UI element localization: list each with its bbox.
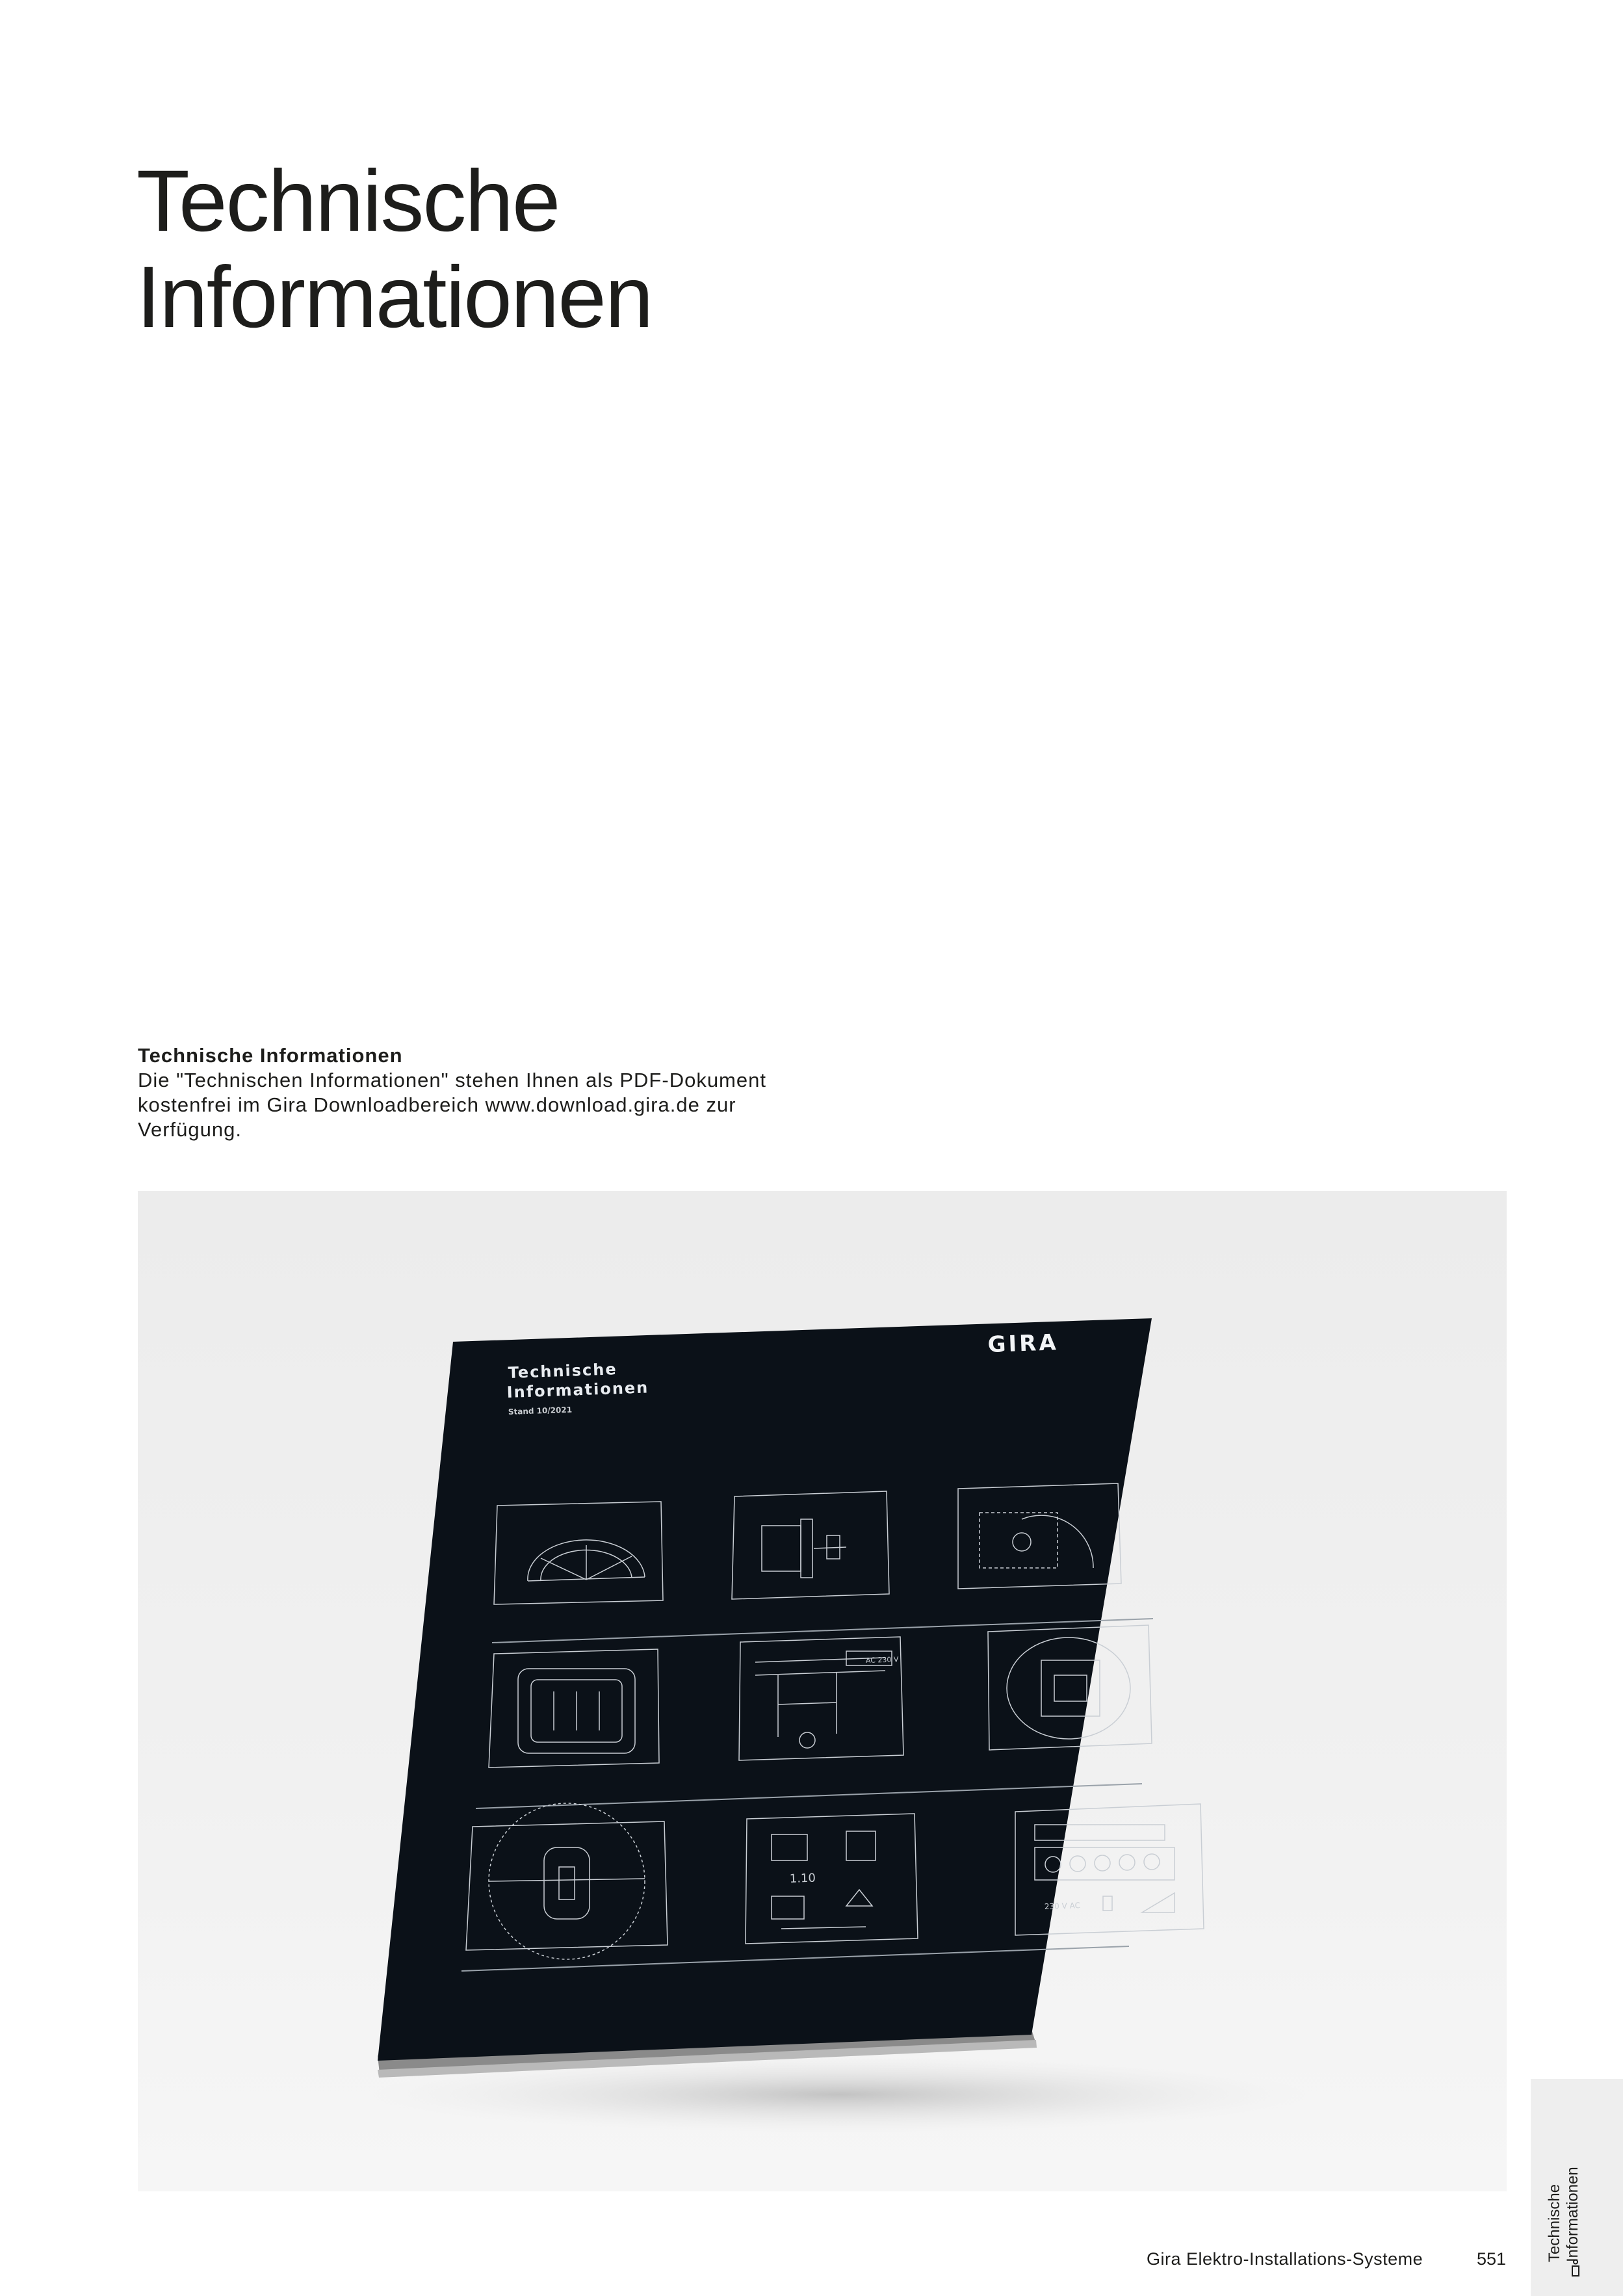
diagram-label-230v-ac: 230 V AC (1044, 1901, 1081, 1911)
page-number: 551 (1477, 2249, 1507, 2269)
brochure-photo (138, 1191, 1507, 2191)
chapter-tab-line-2: Informationen (1564, 2167, 1581, 2262)
gira-logo: GIRA (987, 1329, 1059, 1358)
brochure-title-line-2: Informationen (506, 1378, 649, 1402)
page-title-line-1: Technische (136, 153, 560, 250)
intro-text-line-2: kostenfrei im Gira Downloadbereich www.download.gira.de zur (138, 1093, 736, 1116)
brochure-illustration (138, 1191, 1507, 2191)
intro-text-line-1: Die "Technischen Informationen" stehen Ihnen als PDF-Dokument (138, 1069, 766, 1091)
diagram-label-1-10: 1.10 (789, 1871, 816, 1886)
brochure-subtitle: Stand 10/2021 (508, 1405, 573, 1416)
page-title (136, 153, 652, 346)
page-title-line-2: Informationen (136, 249, 653, 346)
intro-text-line-3: Verfügung. (138, 1118, 242, 1141)
chapter-tab-label (1546, 2167, 1582, 2262)
footer-text: Gira Elektro-Installations-Systeme (1147, 2249, 1423, 2269)
intro-block (138, 1043, 853, 1142)
intro-heading: Technische Informationen (138, 1044, 403, 1067)
brochure-title-line-1: Technische (508, 1360, 618, 1382)
chapter-tab-line-1: Technische (1546, 2184, 1563, 2262)
diagram-label-ac-230v: AC 230 V (865, 1655, 899, 1665)
info-icon (1570, 2260, 1581, 2276)
